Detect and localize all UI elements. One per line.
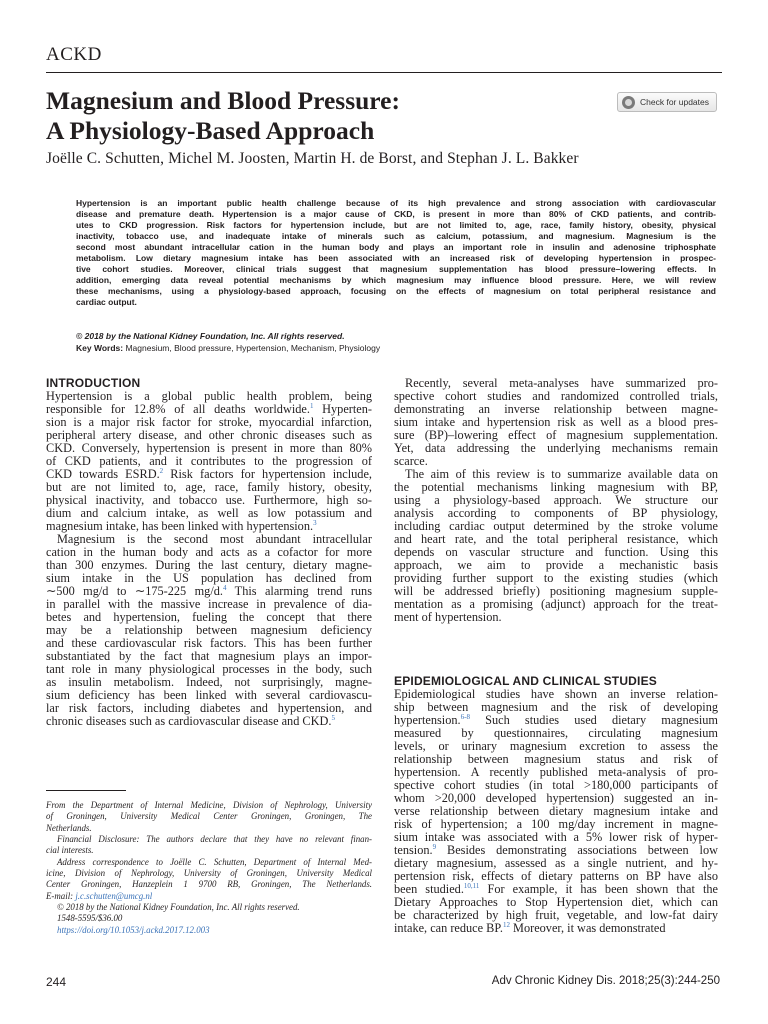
line-text: depends on vascular structure and function. Using this [394, 545, 718, 560]
journal-citation: Adv Chronic Kidney Dis. 2018;25(3):244-250 [491, 975, 720, 987]
section-heading-epidemiological: EPIDEMIOLOGICAL AND CLINICAL STUDIES [394, 674, 657, 688]
line-text: spective cohort studies (in total >180,000 participants of [394, 778, 718, 793]
line-text: relationship between magnesium status and risk of [394, 752, 718, 767]
abstract-line: inactivity, tobacco use, and inadequate intake of minerals such as calcium, potassium, and magnesium. Magnesium is the [76, 231, 716, 242]
citation-link[interactable]: 6-8 [460, 712, 470, 721]
citation-link[interactable]: 1 [309, 401, 314, 410]
abstract-line: these mechanisms, using a physiology-based approach, focusing on the effects of magnesium on total peripheral resistance and [76, 286, 716, 297]
line-text: dietary magnesium, assessed as a single nutrient, and hy- [394, 856, 718, 871]
title-line-2: A Physiology-Based Approach [46, 115, 375, 145]
text-line [46, 891, 372, 902]
line-text: peripheral artery disease, and other chronic diseases such as [46, 428, 372, 443]
footnotes [46, 800, 372, 936]
line-text: ment of hypertension. [394, 610, 502, 625]
line-text: Epidemiological studies have shown an inverse relation- [394, 687, 718, 701]
line-text: and these cardiovascular risk factors. This has been further [46, 636, 372, 651]
text-line [46, 902, 372, 913]
line-text: Risk factors for hypertension include, [163, 467, 372, 482]
line-text: whom >20,000 developed hypertension) suggested an in- [394, 791, 718, 806]
line-text: in parallel with the massive increase in prevalence of dia- [46, 597, 372, 612]
line-text: Financial Disclosure: The authors declare that they have no relevant finan- [57, 834, 372, 845]
text-line [46, 868, 372, 879]
citation-link[interactable]: 2 [159, 467, 164, 475]
line-text: physical inactivity, and tobacco use. Furthermore, high so- [46, 493, 372, 508]
line-text: sium deficiency has been linked with several cardiovascu- [46, 688, 372, 703]
line-text: the potential mechanisms linking magnesium with BP, [394, 480, 718, 495]
line-text: providing further support to the existing studies (which [394, 571, 718, 586]
line-text: approach, we aim to provide a mechanistic basis [394, 558, 718, 573]
line-text: measured by questionnaires, circulating magnesium [394, 726, 718, 741]
body-column-right-intro [394, 377, 718, 624]
line-text: E-mail: [46, 890, 76, 901]
footnote-link[interactable]: https://doi.org/10.1053/j.ackd.2017.12.003 [57, 924, 210, 935]
text-line [46, 913, 372, 924]
line-text: Moreover, it was demonstrated [509, 921, 666, 936]
check-updates-icon [622, 96, 635, 109]
body-column-right-epidemiological [394, 688, 718, 935]
line-text: as insulin metabolism. Indeed, not surprisingly, magne- [46, 675, 372, 690]
line-text: Such studies used dietary magnesium [469, 713, 718, 728]
citation-link[interactable]: 12 [502, 921, 510, 930]
line-text: For example, it has been shown that the [479, 882, 718, 897]
line-text: Dietary Approaches to Stop Hypertension diet, which can [394, 895, 718, 910]
citation-link[interactable]: 5 [331, 714, 335, 723]
line-text: spective cohort studies and randomized controlled trials, [394, 389, 718, 404]
abstract-line: disease and premature death. Hypertension is a major cause of CKD, is present in more than 80% of CKD patients, and contrib- [76, 209, 716, 220]
line-text: but are not limited to, age, race, family history, obesity, [46, 480, 372, 495]
line-text: cial interests. [46, 845, 94, 856]
text-line [46, 834, 372, 845]
citation-link[interactable]: 4 [222, 584, 227, 593]
line-text: lar risk factors, including diabetes and hypertension, and [46, 701, 372, 716]
line-text: levels, or urinary magnesium excretion to assess the [394, 739, 718, 754]
keywords-label: Key Words: [76, 343, 124, 353]
line-text: Hyperten- [313, 402, 372, 417]
line-text: be characterized by high fruit, vegetable, and low-fat dairy [394, 908, 718, 923]
text-line [394, 611, 718, 624]
abstract-line: cardiac output. [76, 297, 137, 308]
text-line [46, 823, 372, 834]
text-line [46, 800, 372, 811]
footnote-link[interactable]: j.c.schutten@umcg.nl [75, 890, 153, 901]
abstract-copyright: © 2018 by the National Kidney Foundation, Inc. All rights reserved. [76, 331, 345, 341]
line-text: 1548-5595/$36.00 [57, 913, 123, 924]
text-line [46, 925, 372, 936]
line-text: Besides demonstrating associations between low [436, 843, 718, 858]
line-text: responsible for 12.8% of all deaths worldwide. [46, 402, 310, 417]
footnote-rule [46, 790, 126, 791]
line-text: scarce. [394, 454, 428, 469]
line-text: and heart rate, and the total peripheral resistance, which [394, 532, 718, 547]
text-line [46, 879, 372, 890]
journal-name: ACKD [46, 44, 102, 65]
line-text: substantiated by the fact that magnesium plays an impor- [46, 649, 372, 664]
line-text: Address correspondence to Joëlle C. Schutten, Department of Internal Med- [57, 856, 372, 867]
line-text: tant role in many physiological processes in the body, such [46, 662, 372, 677]
author-list: Joëlle C. Schutten, Michel M. Joosten, Martin H. de Borst, and Stephan J. L. Bakker [46, 150, 579, 167]
line-text: analysis according to components of BP physiology, [394, 506, 718, 521]
abstract-line: addition, emerging data reveal potential mechanisms by which magnesium may influence blood pressure. Here, we will review [76, 275, 716, 286]
keywords [76, 343, 380, 353]
line-text: sium intake in the US population has declined from [46, 571, 372, 586]
line-text: verse relationship between dietary magnesium intake and [394, 804, 718, 819]
line-text: mentation as a promising (adjunct) approach for the treat- [394, 597, 718, 612]
section-heading-introduction: INTRODUCTION [46, 376, 141, 390]
line-text: chronic diseases such as cardiovascular disease and CKD. [46, 714, 332, 729]
abstract-line: utes to CKD progression. Risk factors for hypertension include, but are not limited to, age, race, family history, obesity, physical [76, 220, 716, 231]
text-line [394, 442, 718, 455]
abstract [76, 198, 716, 308]
line-text: including cardiac output determined by the stroke volume [394, 519, 718, 534]
line-text: may be a relationship between magnesium deficiency [46, 623, 372, 638]
line-text: risk of hypertension; a 100 mg/day increment in magne- [394, 817, 718, 832]
line-text: © 2018 by the National Kidney Foundation, Inc. All rights reserved. [57, 902, 300, 913]
article-title [46, 86, 400, 146]
line-text: of Groningen, University Medical Center Groningen, Groningen, The [46, 811, 372, 822]
line-text: This alarming trend runs [226, 584, 372, 599]
line-text: tension. [394, 843, 433, 858]
line-text: CKD. Conversely, hypertension is present in more than 80% [46, 441, 372, 456]
line-text: ∼500 mg/d to ∼175-225 mg/d. [46, 584, 223, 599]
line-text: Netherlands. [46, 822, 92, 833]
check-for-updates-button[interactable] [617, 92, 717, 112]
citation-link[interactable]: 3 [313, 519, 317, 528]
line-text: sium intake was associated with a 5% lower risk of hyper- [394, 830, 718, 845]
citation-link[interactable]: 9 [432, 843, 437, 852]
line-text: will be addressed briefly) positioning magnesium supple- [394, 584, 718, 599]
text-line [394, 922, 718, 935]
line-text: intake, can reduce BP. [394, 921, 503, 936]
title-line-1: Magnesium and Blood Pressure: [46, 86, 400, 115]
line-text: magnesium intake, has been linked with hypertension. [46, 519, 314, 534]
citation-link[interactable]: 10,11 [463, 882, 480, 891]
line-text: cation in the human body and acts as a cofactor for more [46, 545, 372, 560]
check-updates-label: Check for updates [640, 97, 709, 107]
keywords-list: Magnesium, Blood pressure, Hypertension, Mechanism, Physiology [125, 343, 381, 353]
line-text: sium intake and hypertension risk as well as a blood pres- [394, 415, 718, 430]
line-text: From the Department of Internal Medicine, Division of Nephrology, University [46, 800, 372, 810]
text-line [46, 715, 372, 728]
line-text: betes and hypertension, fueling the concept that there [46, 610, 372, 625]
line-text: Magnesium is the second most abundant intracellular [57, 532, 372, 547]
line-text: sion is a major risk factor for stroke, myocardial infarction, [46, 415, 372, 430]
line-text: Recently, several meta-analyses have summarized pro- [405, 376, 718, 390]
line-text: using a physiology-based approach. We structure our [394, 493, 718, 508]
abstract-line: second most abundant intracellular cation in the human body and plays an important role in insulin and adenosine triphosphate [76, 242, 716, 253]
text-line [46, 845, 372, 856]
line-text: Center Groningen, Hanzeplein 1 9700 RB, Groningen, The Netherlands. [46, 879, 372, 890]
abstract-line: tive cohort studies. Moreover, clinical trials suggest that magnesium supplementation has blood pressure–lowering effects. In [76, 264, 716, 275]
line-text: Hypertension is a global public health problem, being [46, 389, 372, 403]
line-text: been studied. [394, 882, 464, 897]
line-text: hypertension. [394, 713, 461, 728]
line-text: The aim of this review is to summarize available data on [405, 467, 718, 482]
line-text: Yet, data addressing the underlying mechanisms remain [394, 441, 718, 456]
line-text: CKD towards ESRD. [46, 467, 160, 482]
text-line [46, 811, 372, 822]
line-text: dium and calcium intake, as well as low potassium and [46, 506, 372, 521]
abstract-line: metabolism. Low dietary magnesium intake has been associated with an increased risk of developing hypertension in prospec- [76, 253, 716, 264]
abstract-line: Hypertension is an important public health challenge because of its high prevalence and strong association with cardiovascular [76, 198, 716, 208]
text-line [46, 857, 372, 868]
line-text: demonstrating an inverse relationship between magne- [394, 402, 718, 417]
line-text: of CKD patients, and it contributes to the progression of [46, 454, 372, 469]
page-number: 244 [46, 975, 67, 989]
line-text: hypertension. A recently published meta-analysis of pro- [394, 765, 718, 780]
line-text: ship between magnesium and the risk of developing [394, 700, 718, 715]
header-rule [46, 72, 722, 73]
line-text: pertension risk, effects of dietary patterns on BP have also [394, 869, 718, 884]
line-text: icine, Division of Nephrology, University of Groningen, University Medical [46, 868, 372, 879]
line-text: than 300 enzymes. During the last century, dietary magne- [46, 558, 372, 573]
line-text: sure (BP)–lowering effect of magnesium supplementation. [394, 428, 718, 443]
body-column-left [46, 390, 372, 728]
